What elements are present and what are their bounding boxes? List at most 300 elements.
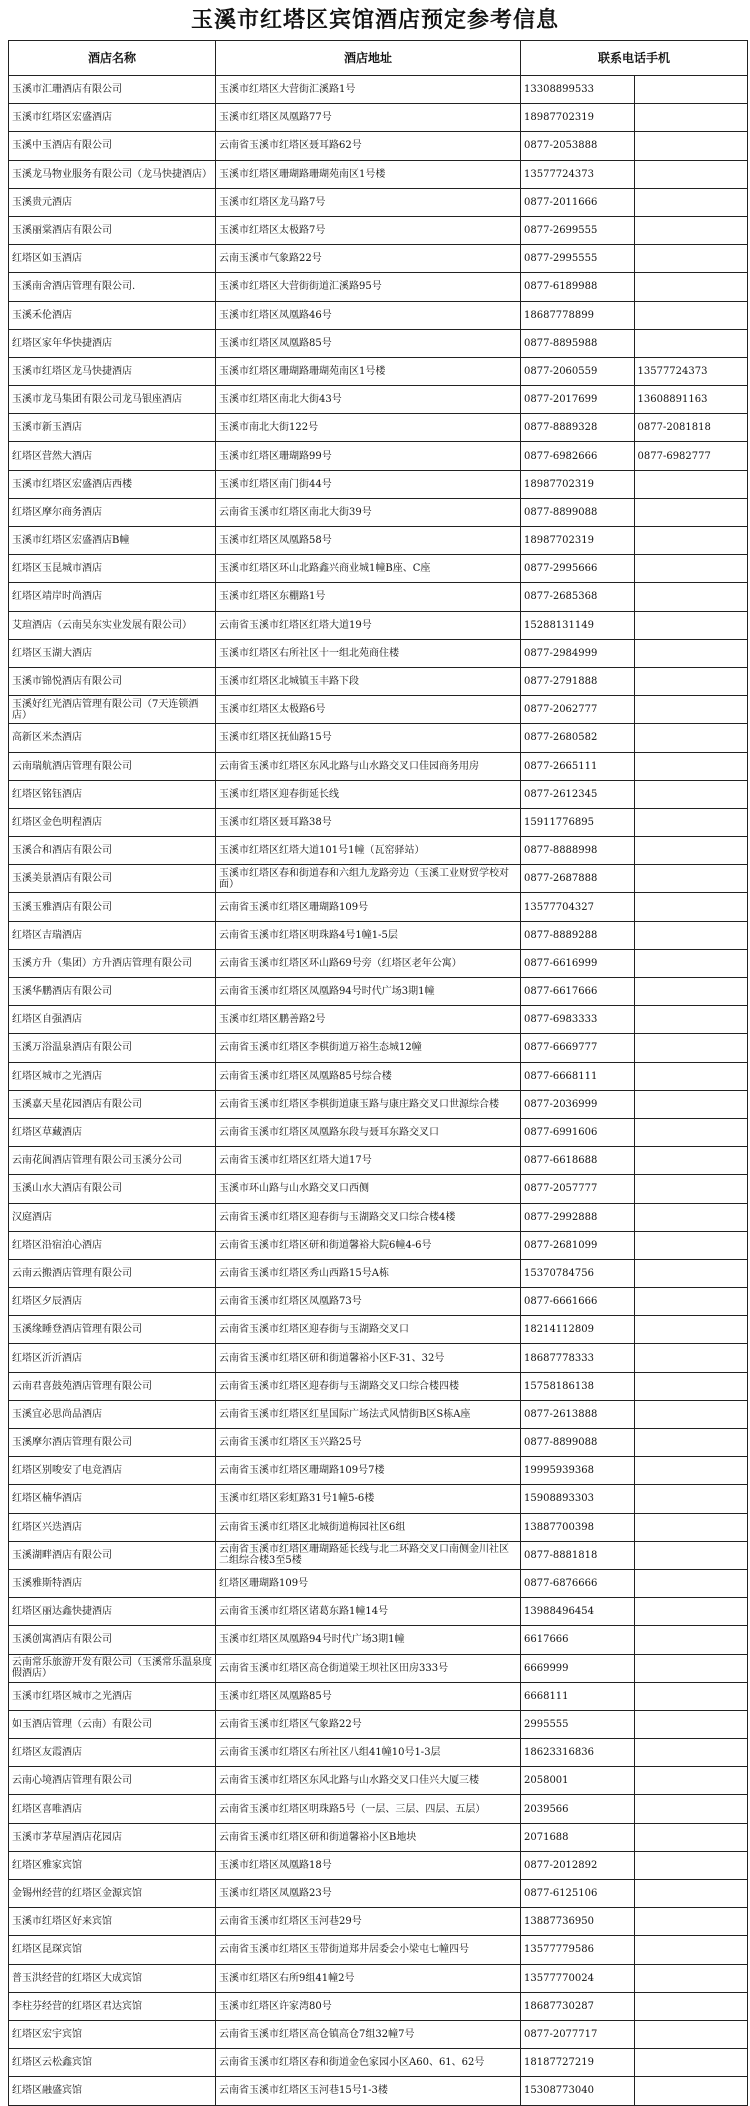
table-row <box>9 1908 748 1936</box>
cell-phone-1: 0877-6125106 <box>521 1880 635 1908</box>
cell-hotel-address: 云南省玉溪市红塔区迎春街与玉湖路交叉口综合楼四楼 <box>216 1372 521 1400</box>
cell-phone-2 <box>634 1400 748 1428</box>
cell-phone-1: 0877-8899088 <box>521 498 635 526</box>
cell-phone-2 <box>634 978 748 1006</box>
cell-phone-2 <box>634 724 748 752</box>
table-row <box>9 188 748 216</box>
cell-phone-1: 0877-2012892 <box>521 1851 635 1879</box>
cell-phone-1: 13308899533 <box>521 76 635 104</box>
cell-hotel-name: 红塔区玉昆城市酒店 <box>9 555 216 583</box>
table-row <box>9 1485 748 1513</box>
cell-phone-1: 0877-2017699 <box>521 386 635 414</box>
cell-phone-1: 0877-2665111 <box>521 752 635 780</box>
cell-hotel-name: 红塔区云松鑫宾馆 <box>9 2049 216 2077</box>
cell-phone-1: 0877-6661666 <box>521 1288 635 1316</box>
table-row <box>9 216 748 244</box>
cell-phone-1: 0877-6982666 <box>521 442 635 470</box>
cell-hotel-address: 玉溪市红塔区太极路7号 <box>216 216 521 244</box>
cell-hotel-address: 云南省玉溪市红塔区红塔大道19号 <box>216 611 521 639</box>
cell-phone-2 <box>634 555 748 583</box>
table-row <box>9 527 748 555</box>
cell-phone-1: 0877-8881818 <box>521 1541 635 1569</box>
table-row <box>9 893 748 921</box>
cell-hotel-address: 玉溪市红塔区凤凰路85号 <box>216 329 521 357</box>
cell-phone-2 <box>634 1288 748 1316</box>
table-row <box>9 1739 748 1767</box>
cell-hotel-address: 云南省玉溪市红塔区明珠路4号1幢1-5层 <box>216 921 521 949</box>
cell-phone-2 <box>634 1908 748 1936</box>
cell-phone-2 <box>634 893 748 921</box>
cell-hotel-name: 红塔区吉瑞酒店 <box>9 921 216 949</box>
cell-hotel-address: 玉溪市红塔区大营街汇溪路1号 <box>216 76 521 104</box>
table-row <box>9 1259 748 1287</box>
cell-phone-1: 15308773040 <box>521 2077 635 2105</box>
cell-hotel-name: 云南瑞航酒店管理有限公司 <box>9 752 216 780</box>
cell-hotel-address: 云南玉溪市气象路22号 <box>216 245 521 273</box>
table-row <box>9 1682 748 1710</box>
cell-hotel-address: 玉溪市红塔区凤凰路18号 <box>216 1851 521 1879</box>
cell-hotel-name: 玉溪市龙马集团有限公司龙马银座酒店 <box>9 386 216 414</box>
cell-hotel-address: 云南省玉溪市红塔区北城街道梅园社区6组 <box>216 1513 521 1541</box>
cell-hotel-name: 红塔区兴迭酒店 <box>9 1513 216 1541</box>
cell-hotel-name: 玉溪市红塔区宏盛酒店 <box>9 104 216 132</box>
cell-hotel-address: 玉溪市红塔区右所9组41幢2号 <box>216 1964 521 1992</box>
cell-hotel-address: 玉溪市红塔区许家湾80号 <box>216 1992 521 2020</box>
table-row <box>9 1372 748 1400</box>
cell-hotel-name: 红塔区楠华酒店 <box>9 1485 216 1513</box>
cell-phone-2 <box>634 132 748 160</box>
cell-hotel-name: 玉溪宜必思尚品酒店 <box>9 1400 216 1428</box>
table-row <box>9 301 748 329</box>
cell-hotel-address: 玉溪市红塔区太极路6号 <box>216 696 521 724</box>
cell-hotel-address: 云南省玉溪市红塔区凤凰路94号时代广场3期1幢 <box>216 978 521 1006</box>
cell-hotel-address: 云南省玉溪市红塔区聂耳路62号 <box>216 132 521 160</box>
cell-hotel-name: 玉溪贵元酒店 <box>9 188 216 216</box>
cell-phone-1: 15758186138 <box>521 1372 635 1400</box>
cell-phone-1: 0877-2685368 <box>521 583 635 611</box>
cell-hotel-name: 玉溪雅斯特酒店 <box>9 1569 216 1597</box>
table-row <box>9 1598 748 1626</box>
cell-hotel-address: 玉溪市环山路与山水路交叉口西侧 <box>216 1175 521 1203</box>
cell-hotel-name: 玉溪万浴温泉酒店有限公司 <box>9 1034 216 1062</box>
cell-hotel-name: 玉溪市红塔区好来宾馆 <box>9 1908 216 1936</box>
cell-hotel-address: 玉溪市红塔区环山北路鑫兴商业城1幢B座、C座 <box>216 555 521 583</box>
table-row <box>9 949 748 977</box>
table-row <box>9 1964 748 1992</box>
cell-hotel-name: 云南君喜鼓苑酒店管理有限公司 <box>9 1372 216 1400</box>
cell-phone-1: 18987702319 <box>521 470 635 498</box>
cell-hotel-address: 玉溪市红塔区珊瑚路珊瑚苑南区1号楼 <box>216 160 521 188</box>
cell-phone-1: 0877-2699555 <box>521 216 635 244</box>
cell-phone-2 <box>634 696 748 724</box>
cell-phone-2 <box>634 273 748 301</box>
cell-phone-2 <box>634 1259 748 1287</box>
cell-phone-1: 0877-2791888 <box>521 667 635 695</box>
cell-hotel-address: 云南省玉溪市红塔区凤凰路73号 <box>216 1288 521 1316</box>
cell-hotel-address: 云南省玉溪市红塔区研和街道馨裕小区B地块 <box>216 1823 521 1851</box>
cell-hotel-name: 红塔区金色明程酒店 <box>9 808 216 836</box>
table-row <box>9 1316 748 1344</box>
cell-hotel-address: 玉溪市红塔区迎春街延长线 <box>216 780 521 808</box>
cell-phone-1: 13988496454 <box>521 1598 635 1626</box>
table-row <box>9 808 748 836</box>
cell-phone-2 <box>634 1203 748 1231</box>
cell-phone-2 <box>634 1513 748 1541</box>
table-row <box>9 1851 748 1879</box>
cell-phone-1: 0877-6668111 <box>521 1062 635 1090</box>
cell-phone-1: 0877-2077717 <box>521 2020 635 2048</box>
cell-phone-2 <box>634 188 748 216</box>
cell-phone-1: 0877-8889288 <box>521 921 635 949</box>
header-name: 酒店名称 <box>9 41 216 76</box>
cell-hotel-address: 云南省玉溪市红塔区春和街道金色家园小区A60、61、62号 <box>216 2049 521 2077</box>
cell-hotel-name: 红塔区喜唯酒店 <box>9 1795 216 1823</box>
cell-hotel-name: 红塔区玉湖大酒店 <box>9 639 216 667</box>
cell-phone-2 <box>634 1485 748 1513</box>
table-row <box>9 498 748 526</box>
cell-phone-1: 0877-2687888 <box>521 865 635 893</box>
cell-phone-2 <box>634 470 748 498</box>
cell-hotel-name: 红塔区宏宇宾馆 <box>9 2020 216 2048</box>
cell-phone-2: 13577724373 <box>634 357 748 385</box>
cell-hotel-name: 红塔区家年华快捷酒店 <box>9 329 216 357</box>
cell-phone-2 <box>634 1316 748 1344</box>
cell-phone-2 <box>634 1147 748 1175</box>
cell-hotel-name: 红塔区铭钰酒店 <box>9 780 216 808</box>
cell-phone-1: 0877-6189988 <box>521 273 635 301</box>
cell-phone-2 <box>634 1598 748 1626</box>
cell-phone-1: 0877-2060559 <box>521 357 635 385</box>
cell-hotel-address: 云南省玉溪市红塔区南北大街39号 <box>216 498 521 526</box>
cell-phone-1: 13577704327 <box>521 893 635 921</box>
table-row <box>9 1823 748 1851</box>
table-row <box>9 1795 748 1823</box>
cell-hotel-address: 玉溪市红塔区聂耳路38号 <box>216 808 521 836</box>
cell-phone-1: 2995555 <box>521 1710 635 1738</box>
cell-phone-2 <box>634 667 748 695</box>
cell-phone-1: 0877-8889328 <box>521 414 635 442</box>
cell-phone-2 <box>634 1372 748 1400</box>
cell-hotel-address: 云南省玉溪市红塔区迎春街与玉湖路交叉口综合楼4楼 <box>216 1203 521 1231</box>
cell-phone-1: 0877-6983333 <box>521 1006 635 1034</box>
cell-hotel-address: 玉溪市红塔区凤凰路77号 <box>216 104 521 132</box>
cell-hotel-address: 云南省玉溪市红塔区李棋街道万裕生态城12幢 <box>216 1034 521 1062</box>
cell-phone-2 <box>634 527 748 555</box>
cell-phone-1: 0877-8888998 <box>521 837 635 865</box>
table-row <box>9 780 748 808</box>
cell-hotel-address: 玉溪市红塔区凤凰路85号 <box>216 1682 521 1710</box>
cell-phone-2 <box>634 2020 748 2048</box>
cell-hotel-name: 玉溪市红塔区宏盛酒店西楼 <box>9 470 216 498</box>
cell-phone-1: 0877-2613888 <box>521 1400 635 1428</box>
cell-phone-1: 13577770024 <box>521 1964 635 1992</box>
table-row <box>9 639 748 667</box>
page-title: 玉溪市红塔区宾馆酒店预定参考信息 <box>190 7 559 33</box>
table-row <box>9 1654 748 1682</box>
cell-phone-2 <box>634 1344 748 1372</box>
cell-phone-1: 0877-8899088 <box>521 1429 635 1457</box>
table-row <box>9 1626 748 1654</box>
cell-phone-1: 0877-6669777 <box>521 1034 635 1062</box>
cell-phone-1: 0877-2995666 <box>521 555 635 583</box>
table-row <box>9 245 748 273</box>
cell-hotel-name: 红塔区城市之光酒店 <box>9 1062 216 1090</box>
table-row <box>9 1118 748 1146</box>
cell-phone-1: 0877-6618688 <box>521 1147 635 1175</box>
cell-hotel-name: 玉溪玉雅酒店有限公司 <box>9 893 216 921</box>
cell-hotel-address: 云南省玉溪市红塔区珊瑚路109号 <box>216 893 521 921</box>
cell-phone-1: 6669999 <box>521 1654 635 1682</box>
cell-phone-1: 18987702319 <box>521 527 635 555</box>
cell-phone-1: 0877-2680582 <box>521 724 635 752</box>
cell-hotel-address: 玉溪市红塔区南北大街43号 <box>216 386 521 414</box>
cell-phone-2 <box>634 1992 748 2020</box>
cell-phone-2 <box>634 1457 748 1485</box>
table-row <box>9 1400 748 1428</box>
cell-phone-1: 0877-6991606 <box>521 1118 635 1146</box>
cell-hotel-address: 云南省玉溪市红塔区玉兴路25号 <box>216 1429 521 1457</box>
table-header-row <box>9 41 748 76</box>
cell-hotel-name: 红塔区自强酒店 <box>9 1006 216 1034</box>
cell-hotel-name: 玉溪嘉天星花园酒店有限公司 <box>9 1090 216 1118</box>
cell-hotel-address: 玉溪市红塔区凤凰路58号 <box>216 527 521 555</box>
table-row <box>9 1936 748 1964</box>
cell-phone-2 <box>634 611 748 639</box>
cell-hotel-name: 玉溪合和酒店有限公司 <box>9 837 216 865</box>
cell-hotel-address: 玉溪市红塔区南门街44号 <box>216 470 521 498</box>
cell-phone-1: 13577724373 <box>521 160 635 188</box>
cell-phone-2 <box>634 1682 748 1710</box>
cell-hotel-name: 玉溪龙马物业服务有限公司（龙马快捷酒店） <box>9 160 216 188</box>
table-row <box>9 978 748 1006</box>
cell-hotel-address: 玉溪市红塔区东棚路1号 <box>216 583 521 611</box>
table-row <box>9 1880 748 1908</box>
cell-hotel-name: 云南常乐旅游开发有限公司（玉溪常乐温泉度假酒店） <box>9 1654 216 1682</box>
cell-phone-1: 0877-2057777 <box>521 1175 635 1203</box>
cell-hotel-address: 云南省玉溪市红塔区凤凰路85号综合楼 <box>216 1062 521 1090</box>
table-body <box>9 76 748 2106</box>
cell-hotel-address: 玉溪市南北大街122号 <box>216 414 521 442</box>
cell-phone-1: 2071688 <box>521 1823 635 1851</box>
cell-phone-1: 0877-2011666 <box>521 188 635 216</box>
cell-hotel-name: 玉溪丽棠酒店有限公司 <box>9 216 216 244</box>
cell-phone-1: 0877-2612345 <box>521 780 635 808</box>
cell-hotel-name: 玉溪市新玉酒店 <box>9 414 216 442</box>
cell-hotel-address: 云南省玉溪市红塔区玉河巷15号1-3楼 <box>216 2077 521 2105</box>
cell-hotel-address: 玉溪市红塔区抚仙路15号 <box>216 724 521 752</box>
cell-phone-1: 0877-6617666 <box>521 978 635 1006</box>
hotel-table <box>8 40 748 2106</box>
cell-hotel-address: 玉溪市红塔区春和街道春和六组九龙路旁边（玉溪工业财贸学校对面） <box>216 865 521 893</box>
cell-phone-1: 18987702319 <box>521 104 635 132</box>
cell-hotel-address: 玉溪市红塔区珊瑚路珊瑚苑南区1号楼 <box>216 357 521 385</box>
cell-hotel-address: 云南省玉溪市红塔区气象路22号 <box>216 1710 521 1738</box>
cell-hotel-name: 红塔区营然大酒店 <box>9 442 216 470</box>
cell-phone-1: 18187727219 <box>521 2049 635 2077</box>
cell-phone-1: 18214112809 <box>521 1316 635 1344</box>
table-row <box>9 1006 748 1034</box>
cell-hotel-name: 玉溪市汇珊酒店有限公司 <box>9 76 216 104</box>
table-row <box>9 1992 748 2020</box>
cell-phone-2: 0877-2081818 <box>634 414 748 442</box>
cell-phone-1: 2039566 <box>521 1795 635 1823</box>
cell-hotel-name: 红塔区如玉酒店 <box>9 245 216 273</box>
cell-phone-2 <box>634 1710 748 1738</box>
table-row <box>9 329 748 357</box>
cell-phone-1: 0877-2995555 <box>521 245 635 273</box>
table-row <box>9 696 748 724</box>
cell-hotel-address: 云南省玉溪市红塔区诸葛东路1幢14号 <box>216 1598 521 1626</box>
table-row <box>9 1034 748 1062</box>
cell-hotel-name: 红塔区昆琛宾馆 <box>9 1936 216 1964</box>
table-row <box>9 357 748 385</box>
table-row <box>9 386 748 414</box>
cell-phone-1: 15288131149 <box>521 611 635 639</box>
cell-phone-1: 0877-2053888 <box>521 132 635 160</box>
cell-hotel-name: 玉溪中玉酒店有限公司 <box>9 132 216 160</box>
cell-phone-2 <box>634 865 748 893</box>
cell-hotel-name: 红塔区草藏酒店 <box>9 1118 216 1146</box>
cell-phone-1: 19995939368 <box>521 1457 635 1485</box>
table-row <box>9 1231 748 1259</box>
table-row <box>9 1062 748 1090</box>
cell-phone-1: 18687778899 <box>521 301 635 329</box>
cell-hotel-name: 红塔区友霞酒店 <box>9 1739 216 1767</box>
table-row <box>9 273 748 301</box>
cell-phone-2 <box>634 639 748 667</box>
cell-hotel-name: 玉溪市红塔区宏盛酒店B幢 <box>9 527 216 555</box>
cell-phone-2 <box>634 1767 748 1795</box>
cell-hotel-name: 汉庭酒店 <box>9 1203 216 1231</box>
cell-hotel-address: 红塔区珊瑚路109号 <box>216 1569 521 1597</box>
table-row <box>9 1767 748 1795</box>
table-row <box>9 1175 748 1203</box>
cell-phone-2 <box>634 1569 748 1597</box>
table-row <box>9 865 748 893</box>
cell-hotel-address: 玉溪市红塔区红塔大道101号1幢（瓦窑驿站） <box>216 837 521 865</box>
cell-phone-2 <box>634 245 748 273</box>
cell-hotel-address: 玉溪市红塔区凤凰路23号 <box>216 1880 521 1908</box>
cell-phone-1: 2058001 <box>521 1767 635 1795</box>
cell-hotel-name: 红塔区靖岸时尚酒店 <box>9 583 216 611</box>
cell-hotel-address: 云南省玉溪市红塔区玉带街道郑井居委会小梁屯七幢四号 <box>216 1936 521 1964</box>
cell-phone-1: 13887736950 <box>521 1908 635 1936</box>
cell-hotel-address: 云南省玉溪市红塔区迎春街与玉湖路交叉口 <box>216 1316 521 1344</box>
cell-phone-2 <box>634 1231 748 1259</box>
cell-phone-2 <box>634 76 748 104</box>
table-row <box>9 1344 748 1372</box>
table-row <box>9 1147 748 1175</box>
cell-phone-1: 0877-8895988 <box>521 329 635 357</box>
cell-hotel-name: 云南云搬酒店管理有限公司 <box>9 1259 216 1287</box>
cell-hotel-name: 玉溪摩尔酒店管理有限公司 <box>9 1429 216 1457</box>
cell-phone-2 <box>634 1429 748 1457</box>
cell-phone-1: 0877-2036999 <box>521 1090 635 1118</box>
cell-phone-2 <box>634 1034 748 1062</box>
cell-phone-2 <box>634 1739 748 1767</box>
table-row <box>9 667 748 695</box>
cell-phone-2 <box>634 1006 748 1034</box>
table-row <box>9 1203 748 1231</box>
cell-phone-2 <box>634 780 748 808</box>
cell-hotel-address: 云南省玉溪市红塔区珊瑚路延长线与北二环路交叉口南侧金川社区二组综合楼3至5楼 <box>216 1541 521 1569</box>
cell-phone-2 <box>634 498 748 526</box>
cell-phone-1: 0877-2681099 <box>521 1231 635 1259</box>
cell-hotel-address: 玉溪市红塔区大营街街道汇溪路95号 <box>216 273 521 301</box>
cell-phone-1: 6668111 <box>521 1682 635 1710</box>
cell-hotel-address: 云南省玉溪市红塔区珊瑚路109号7楼 <box>216 1457 521 1485</box>
cell-phone-2 <box>634 752 748 780</box>
cell-phone-1: 15908893303 <box>521 1485 635 1513</box>
cell-phone-2 <box>634 104 748 132</box>
cell-phone-1: 0877-2992888 <box>521 1203 635 1231</box>
cell-hotel-address: 云南省玉溪市红塔区右所社区八组41幢10号1-3层 <box>216 1739 521 1767</box>
table-row <box>9 1090 748 1118</box>
cell-phone-2 <box>634 1795 748 1823</box>
cell-phone-1: 15911776895 <box>521 808 635 836</box>
cell-hotel-name: 玉溪南舍酒店管理有限公司. <box>9 273 216 301</box>
cell-phone-2 <box>634 160 748 188</box>
cell-phone-2 <box>634 216 748 244</box>
cell-phone-1: 0877-6616999 <box>521 949 635 977</box>
cell-hotel-name: 玉溪创寓酒店有限公司 <box>9 1626 216 1654</box>
cell-phone-1: 13887700398 <box>521 1513 635 1541</box>
cell-phone-1: 0877-6876666 <box>521 1569 635 1597</box>
table-row <box>9 1569 748 1597</box>
cell-hotel-address: 云南省玉溪市红塔区红塔大道17号 <box>216 1147 521 1175</box>
cell-hotel-name: 红塔区雅家宾馆 <box>9 1851 216 1879</box>
header-address: 酒店地址 <box>216 41 521 76</box>
cell-hotel-name: 红塔区夕辰酒店 <box>9 1288 216 1316</box>
cell-phone-2 <box>634 583 748 611</box>
table-row <box>9 470 748 498</box>
cell-phone-2 <box>634 1964 748 1992</box>
cell-hotel-address: 玉溪市红塔区北城镇玉丰路下段 <box>216 667 521 695</box>
cell-hotel-name: 红塔区融盛宾馆 <box>9 2077 216 2105</box>
cell-phone-2 <box>634 301 748 329</box>
table-row <box>9 1288 748 1316</box>
table-row <box>9 611 748 639</box>
cell-hotel-address: 云南省玉溪市红塔区凤凰路东段与聂耳东路交叉口 <box>216 1118 521 1146</box>
cell-hotel-address: 云南省玉溪市红塔区李棋街道康玉路与康庄路交叉口世源综合楼 <box>216 1090 521 1118</box>
cell-hotel-name: 玉溪华鹏酒店有限公司 <box>9 978 216 1006</box>
cell-hotel-address: 云南省玉溪市红塔区环山路69号旁（红塔区老年公寓） <box>216 949 521 977</box>
cell-hotel-name: 红塔区别唆安了电竞酒店 <box>9 1457 216 1485</box>
cell-hotel-name: 玉溪市茅草屋酒店花园店 <box>9 1823 216 1851</box>
cell-hotel-address: 玉溪市红塔区彩虹路31号1幢5-6楼 <box>216 1485 521 1513</box>
cell-phone-1: 18687730287 <box>521 1992 635 2020</box>
cell-hotel-name: 玉溪好红光酒店管理有限公司（7天连锁酒店） <box>9 696 216 724</box>
cell-hotel-name: 玉溪缘睡登酒店管理有限公司 <box>9 1316 216 1344</box>
cell-hotel-address: 云南省玉溪市红塔区东风北路与山水路交叉口佳兴大厦三楼 <box>216 1767 521 1795</box>
cell-phone-2: 0877-6982777 <box>634 442 748 470</box>
cell-phone-2: 13608891163 <box>634 386 748 414</box>
cell-hotel-name: 红塔区沂沂酒店 <box>9 1344 216 1372</box>
cell-phone-2 <box>634 1541 748 1569</box>
cell-hotel-address: 云南省玉溪市红塔区东风北路与山水路交叉口佳园商务用房 <box>216 752 521 780</box>
cell-phone-1: 18687778333 <box>521 1344 635 1372</box>
table-row <box>9 2077 748 2105</box>
cell-hotel-name: 红塔区丽达鑫快捷酒店 <box>9 1598 216 1626</box>
cell-hotel-name: 高新区米杰酒店 <box>9 724 216 752</box>
cell-hotel-address: 玉溪市红塔区凤凰路46号 <box>216 301 521 329</box>
cell-phone-2 <box>634 949 748 977</box>
cell-phone-2 <box>634 837 748 865</box>
cell-phone-2 <box>634 1936 748 1964</box>
cell-phone-2 <box>634 1118 748 1146</box>
cell-phone-2 <box>634 1823 748 1851</box>
cell-hotel-address: 云南省玉溪市红塔区研和街道馨裕大院6幢4-6号 <box>216 1231 521 1259</box>
